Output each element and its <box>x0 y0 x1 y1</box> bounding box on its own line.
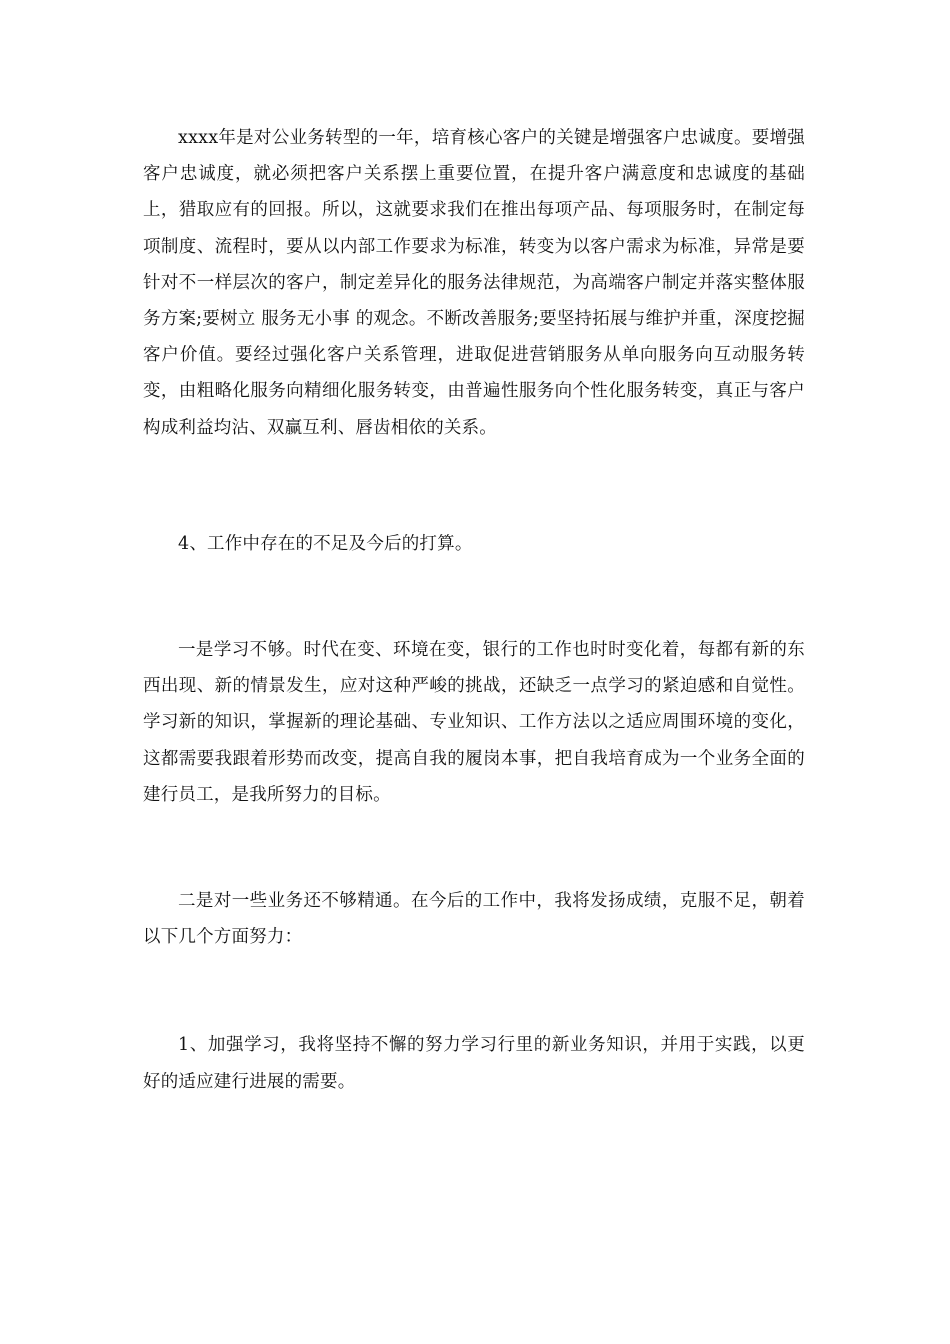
paragraph-customer-loyalty: xxxx年是对公业务转型的一年，培育核心客户的关键是增强客户忠诚度。要增强客户忠诚度，就必须把客户关系摆上重要位置，在提升客户满意度和忠诚度的基础上，猎取应有的回报。所以，这就要求我们在推出每项产品、每项服务时，在制定每项制度、流程时，要从以内部工作要求为标准，转变为以客户需求为标准，异常是要针对不一样层次的客户，制定差异化的服务法律规范，为高端客户制定并落实整体服务方案;要树立 服务无小事 的观念。不断改善服务;要坚持拓展与维护并重，深度挖掘客户价值。要经过强化客户关系管理，进取促进营销服务从单向服务向互动服务转变，由粗略化服务向精细化服务转变，由普遍性服务向个性化服务转变，真正与客户构成利益均沾、双赢互利、唇齿相依的关系。 <box>143 128 805 438</box>
document-body <box>143 120 805 1100</box>
paragraph-business-proficiency: 二是对一些业务还不够精通。在今后的工作中，我将发扬成绩，克服不足，朝着以下几个方面努力： <box>143 891 805 948</box>
section-heading-shortcomings-plans: 4、工作中存在的不足及今后的打算。 <box>178 533 473 554</box>
paragraph-strengthen-learning: 1、加强学习，我将坚持不懈的努力学习行里的新业务知识，并用于实践，以更好的适应建行进展的需要。 <box>143 1035 805 1092</box>
paragraph-insufficient-learning: 一是学习不够。时代在变、环境在变，银行的工作也时时变化着，每都有新的东西出现、新的情景发生，应对这种严峻的挑战，还缺乏一点学习的紧迫感和自觉性。学习新的知识，掌握新的理论基础、专业知识、工作方法以之适应周围环境的变化，这都需要我跟着形势而改变，提高自我的履岗本事，把自我培育成为一个业务全面的建行员工，是我所努力的目标。 <box>143 640 805 805</box>
